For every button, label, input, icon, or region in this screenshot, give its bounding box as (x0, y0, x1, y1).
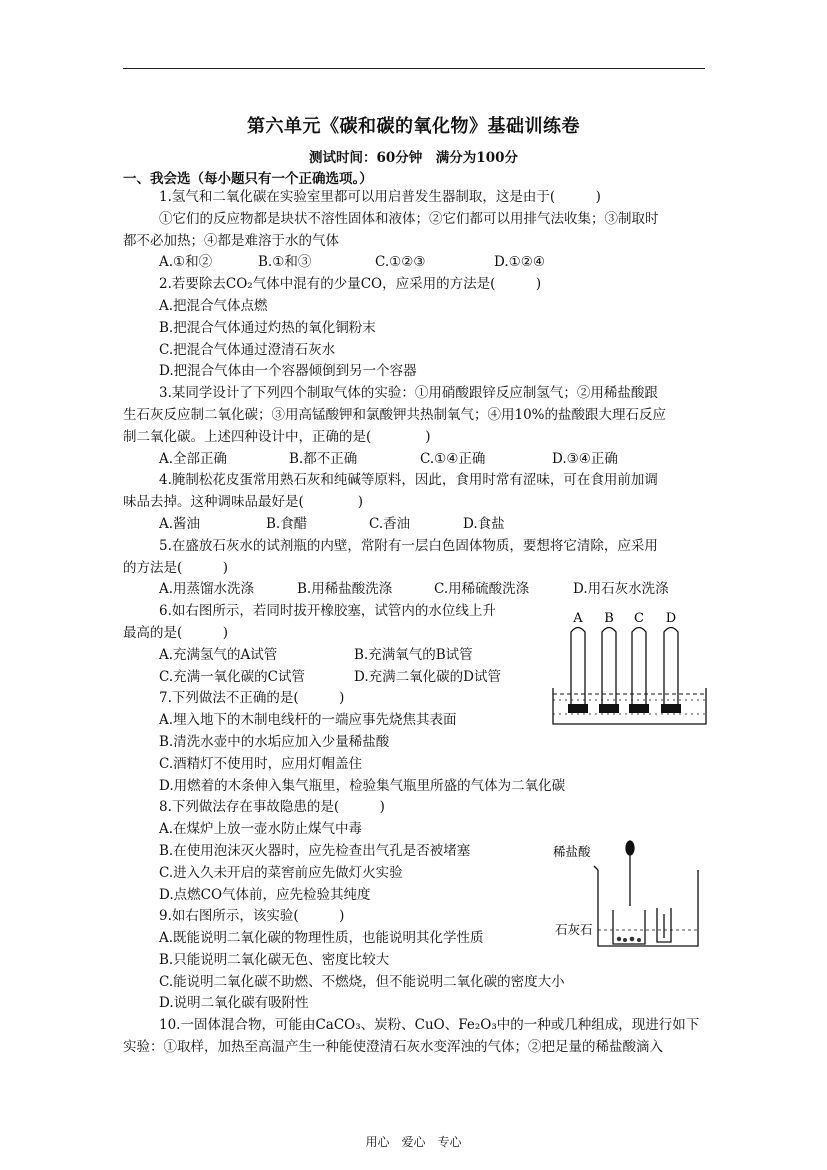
q10-stem: 10.一固体混合物，可能由CaCO₃、炭粉、CuO、Fe₂O₃中的一种或几种组成，现进行如下 (159, 1017, 700, 1034)
label-limestone: 石灰石 (555, 922, 593, 937)
stopper-d-icon (661, 704, 681, 713)
q10-cont: 实验：①取样，加热至高温产生一种能使澄清石灰水变浑浊的气体；②把足量的稀盐酸滴入 (123, 1039, 663, 1056)
tube-label-c: C (634, 611, 644, 626)
q7-option-b: B.清洗水壶中的水垢应加入少量稀盐酸 (159, 733, 390, 750)
q1-option-c: C.①②③ (375, 254, 426, 271)
q4-option-d: D.食盐 (463, 515, 505, 532)
q5-options (123, 579, 708, 601)
page-footer: 用心 爱心 专心 (365, 1135, 462, 1149)
q9-option-a: A.既能说明二氧化碳的物理性质，也能说明其化学性质 (159, 930, 484, 947)
header-rule (123, 68, 705, 69)
q9-option-d: D.说明二氧化碳有吸附性 (159, 995, 309, 1012)
test-info: 测试时间：60分钟 满分为100分 (309, 150, 518, 166)
q8-option-b: B.在使用泡沫灭火器时，应先检查出气孔是否被堵塞 (159, 842, 471, 859)
q3-cont: 生石灰反应制二氧化碳；③用高锰酸钾和氯酸钾共热制氧气；④用10%的盐酸跟大理石反应 (123, 406, 667, 423)
stopper-a-icon (568, 704, 588, 713)
q2-option-a: A.把混合气体点燃 (159, 297, 268, 314)
q6-option-b: B.充满氧气的B试管 (354, 646, 473, 663)
q5-option-b: B.用稀盐酸洗涤 (297, 581, 393, 598)
q1-option-b: B.①和③ (258, 254, 312, 271)
q4-option-c: C.香油 (369, 515, 411, 532)
q7-option-d: D.用燃着的木条伸入集气瓶里，检验集气瓶里所盛的气体为二氧化碳 (159, 777, 566, 794)
tube-label-b: B (604, 611, 614, 626)
q2-option-b: B.把混合气体通过灼热的氧化铜粉末 (159, 319, 376, 336)
q6-stem: 6.如右图所示，若同时拔开橡胶塞，试管内的水位线上升 (159, 603, 496, 620)
q8-stem: 8.下列做法存在事故隐患的是( ) (159, 799, 385, 816)
q3-option-a: A.全部正确 (159, 450, 228, 467)
q8-option-c: C.进入久未开启的菜窖前应先做灯火实验 (159, 864, 403, 881)
q9-option-c: C.能说明二氧化碳不助燃、不燃烧，但不能说明二氧化碳的密度大小 (159, 973, 565, 990)
co2-apparatus-figure (553, 838, 713, 950)
q4-options (123, 514, 708, 536)
page-title: 第六单元《碳和碳的氧化物》基础训练卷 (247, 116, 580, 137)
label-dilute-hcl: 稀盐酸 (553, 844, 591, 859)
q1-cont: 都不必加热；④都是难溶于水的气体 (123, 232, 339, 249)
q6-option-c: C.充满一氧化碳的C试管 (159, 668, 305, 685)
q9-stem: 9.如右图所示，该实验( ) (159, 908, 345, 925)
q5-cont: 的方法是( ) (123, 559, 229, 576)
q6-cont: 最高的是( ) (123, 624, 229, 641)
q3-options (123, 449, 708, 471)
q5-option-c: C.用稀硫酸洗涤 (434, 581, 530, 598)
q4-cont: 味品去掉。这种调味品最好是( ) (123, 494, 364, 511)
q2-option-c: C.把混合气体通过澄清石灰水 (159, 341, 336, 358)
q7-option-a: A.埋入地下的木制电线杆的一端应事先烧焦其表面 (159, 712, 457, 729)
q9-option-b: B.只能说明二氧化碳无色、密度比较大 (159, 951, 390, 968)
tube-label-a: A (573, 611, 583, 626)
q5-option-a: A.用蒸馏水洗涤 (159, 581, 255, 598)
q5-stem: 5.在盛放石灰水的试剂瓶的内壁，常附有一层白色固体物质，要想将它清除，应采用 (159, 537, 658, 554)
q1-options (123, 252, 708, 274)
q4-stem: 4.腌制松花皮蛋常用熟石灰和纯碱等原料，因此，食用时常有涩味，可在食用前加调 (159, 472, 658, 489)
q5-option-d: D.用石灰水洗涤 (573, 581, 669, 598)
q7-stem: 7.下列做法不正确的是( ) (159, 690, 345, 707)
q6-option-d: D.充满二氧化碳的D试管 (354, 668, 501, 685)
stopper-b-icon (599, 704, 619, 713)
section-heading: 一、我会选（每小题只有一个正确选项。） (123, 171, 373, 187)
q8-option-d: D.点燃CO气体前，应先检验其纯度 (159, 886, 371, 903)
q4-option-b: B.食醋 (266, 515, 308, 532)
q4-option-a: A.酱油 (159, 515, 201, 532)
q7-option-c: C.酒精灯不使用时，应用灯帽盖住 (159, 755, 363, 772)
dropper-bulb-icon (626, 841, 634, 855)
q1-stem: 1.氢气和二氧化碳在实验室里都可以用启普发生器制取，这是由于( ) (159, 189, 601, 205)
q3-option-c: C.①④正确 (420, 450, 486, 467)
q3-option-d: D.③④正确 (552, 450, 618, 467)
q1-cont: ①它们的反应物都是块状不溶性固体和液体；②它们都可以用排气法收集；③制取时 (159, 210, 659, 227)
q6-option-a: A.充满氢气的A试管 (159, 646, 278, 663)
q3-option-b: B.都不正确 (289, 450, 358, 467)
q1-option-a: A.①和② (159, 254, 213, 271)
test-tubes-figure (548, 606, 710, 730)
q2-option-d: D.把混合气体由一个容器倾倒到另一个容器 (159, 363, 417, 380)
tube-label-d: D (665, 611, 677, 626)
stopper-c-icon (629, 704, 649, 713)
q1-option-d: D.①②④ (494, 254, 545, 271)
q3-cont: 制二氧化碳。上述四种设计中，正确的是( ) (123, 428, 431, 445)
q3-stem: 3.某同学设计了下列四个制取气体的实验：①用硝酸跟锌反应制氢气；②用稀盐酸跟 (159, 385, 658, 402)
q2-stem: 2.若要除去CO₂气体中混有的少量CO，应采用的方法是( ) (159, 276, 542, 293)
q8-option-a: A.在煤炉上放一壶水防止煤气中毒 (159, 821, 363, 838)
